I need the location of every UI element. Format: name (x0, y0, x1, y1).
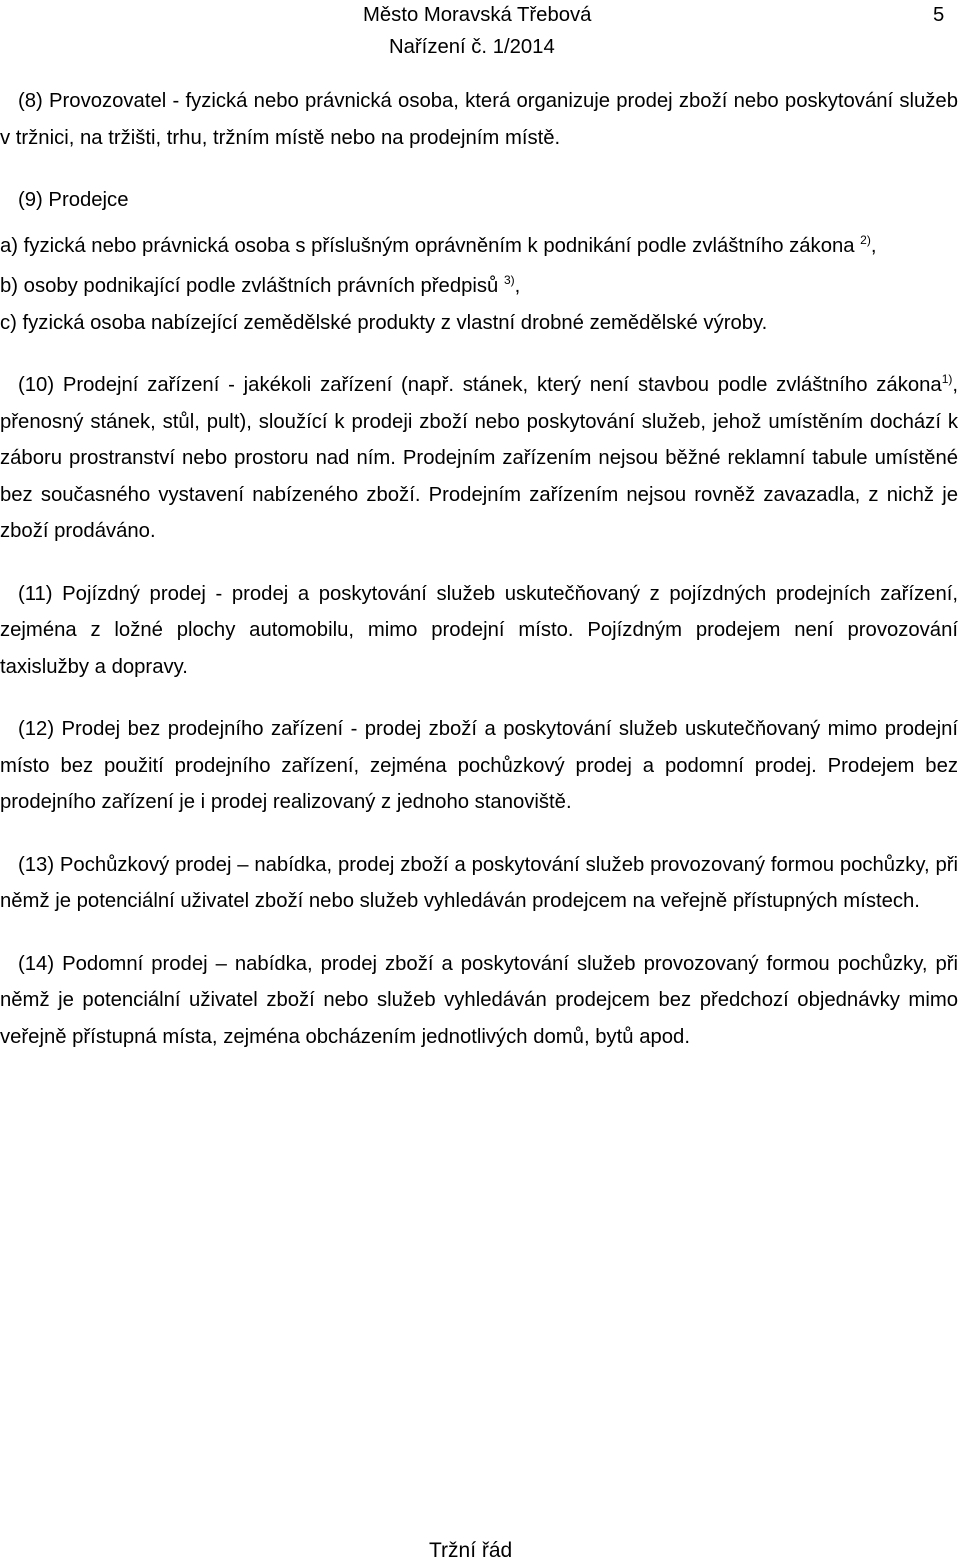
paragraph-number: (9) (18, 189, 43, 211)
page-number: 5 (933, 4, 945, 26)
footnote-ref: 3) (503, 273, 515, 287)
document-body (0, 83, 958, 1055)
paragraph-number: (10) (18, 374, 55, 396)
paragraph-number: (12) (18, 718, 55, 740)
paragraph-12 (0, 711, 958, 821)
paragraph-10: (10) Prodejní zařízení - jakékoli zařízení (např. stánek, který není stavbou podle zvláštního zákona$^{1)}$, přenosný stánek, stůl, pult), sloužící k prodeji zboží nebo poskytování služeb, jehož umístěním dochází k záboru prostranství nebo prostoru nad ním. Prodejním zařízením nejsou běžné reklamní tabule umístěné bez současného vystavení nabízeného zboží. Prodejním zařízením nejsou rovněž zavazadla, z nichž je zboží prodáváno. (0, 372, 958, 542)
paragraph-9 (0, 182, 958, 219)
paragraph-13 (0, 847, 958, 920)
paragraph-text: Pochůzkový prodej – nabídka, prodej zboží a poskytování služeb provozovaný formou pochůzky, při němž je potenciální uživatel zboží nebo služeb vyhledáván prodejcem na veřejně přístupných místech. (0, 853, 958, 912)
paragraph-8 (0, 83, 958, 156)
paragraph-14 (0, 946, 958, 1056)
paragraph-text: Prodejce (42, 189, 129, 211)
footnote-ref: 2) (860, 232, 871, 247)
footnote-ref: 1) (941, 372, 953, 386)
list-item-c: c) fyzická osoba nabízející zemědělské produkty z vlastní drobné zemědělské výroby. (0, 311, 768, 334)
page-footer-title: Tržní řád (429, 1539, 513, 1562)
paragraph-number: (8) (18, 90, 43, 112)
paragraph-text: Provozovatel - fyzická nebo právnická osoba, která organizuje prodej zboží nebo poskytování služeb v tržnici, na tržišti, trhu, tržním místě nebo na prodejním místě. (0, 90, 958, 149)
paragraph-number: (14) (18, 952, 55, 975)
list-item-a: a) fyzická nebo právnická osoba s příslušným oprávněním k podnikání podle zvláštního zákona $^{2)}$, (0, 232, 877, 257)
header-decree: Nařízení č. 1/2014 (389, 36, 555, 58)
paragraph-text: Podomní prodej – nabídka, prodej zboží a poskytování služeb provozovaný formou pochůzky, při němž je potenciální uživatel zboží nebo služeb vyhledáván prodejcem bez předchozí objednávky mimo veřejně přístupná místa, zejména obcházením jednotlivých domů, bytů apod. (0, 952, 958, 1048)
header-town: Město Moravská Třebová (363, 4, 592, 26)
paragraph-11 (0, 576, 958, 686)
paragraph-number: (13) (18, 853, 55, 876)
page-header (0, 0, 960, 70)
paragraph-text: Prodej bez prodejního zařízení - prodej zboží a poskytování služeb uskutečňovaný mimo prodejní místo bez použití prodejního zařízení, zejména pochůzkový prodej a podomní prodej. Prodejem bez prodejního zařízení je i prodej realizovaný z jednoho stanoviště. (0, 718, 958, 813)
paragraph-text: Pojízdný prodej - prodej a poskytování služeb uskutečňovaný z pojízdných prodejních zařízení, zejména z ložné plochy automobilu, mimo prodejní místo. Pojízdným prodejem není provozování taxislužby a dopravy. (0, 582, 958, 678)
paragraph-number: (11) (18, 582, 53, 605)
list-item-b: b) osoby podnikající podle zvláštních právních předpisů $^{3)}$, (0, 273, 521, 297)
